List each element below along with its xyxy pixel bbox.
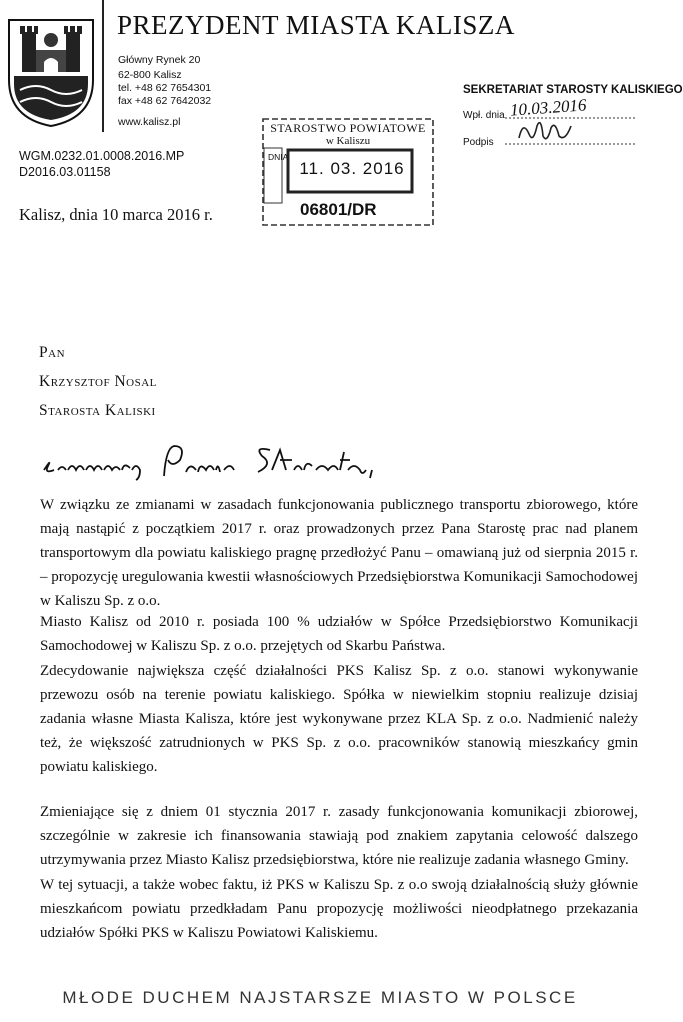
header-divider — [102, 0, 104, 132]
sender-postcode: 62-800 Kalisz — [118, 69, 182, 81]
body-paragraph-2: Miasto Kalisz od 2010 r. posiada 100 % udziałów w Spółce Przedsiębiorstwo Komunikacji Samochodowej w Kaliszu Sp. z o.o. przejętych od Skarbu Państwa. — [40, 614, 638, 654]
secretariat-received-date: 10.03.2016 — [509, 95, 588, 120]
sender-title: PREZYDENT MIASTA KALISZA — [117, 10, 515, 40]
stamp-registration-number: 06801/DR — [300, 200, 377, 219]
handwritten-greeting — [40, 440, 380, 480]
addressee-name: Krzysztof Nosal — [39, 373, 157, 390]
sender-phone: tel. +48 62 7654301 — [118, 82, 212, 94]
document-reference: D2016.03.01158 — [19, 165, 111, 179]
handwritten-initials-signature — [515, 114, 575, 148]
addressee-salutation: Pan — [39, 344, 66, 361]
stamp-date: 11. 03. 2016 — [299, 159, 405, 178]
stamp-office-city: w Kaliszu — [325, 135, 371, 147]
sender-street: Główny Rynek 20 — [118, 54, 201, 66]
addressee-title: Starosta Kaliski — [39, 402, 156, 419]
case-reference: WGM.0232.01.0008.2016.MP — [19, 149, 185, 163]
stamp-day-label: DNIA — [268, 152, 289, 162]
secretariat-signature-label: Podpis — [463, 137, 494, 148]
body-paragraph-3: Zdecydowanie największa część działalności PKS Kalisz Sp. z o.o. stanowi wykonywanie przewozu osób na terenie powiatu kaliskiego. Spółka w niewielkim stopniu realizuje dzisiaj zadania własne Miasta Kalisza, które jest wykonywane przez KLA Sp. z o.o. Nadmienić należy też, że większość zatrudnionych w PKS Sp. z o.o. pracowników stanowią mieszkańcy gmin powiatu kaliskiego. — [40, 663, 638, 775]
city-coat-of-arms-logo — [6, 10, 96, 128]
city-motto-footer: MŁODE DUCHEM NAJSTARSZE MIASTO W POLSCE — [62, 988, 578, 1007]
stamp-office-name: STAROSTWO POWIATOWE — [270, 121, 426, 135]
secretariat-received-label: Wpł. dnia — [463, 110, 505, 121]
sender-fax: fax +48 62 7642032 — [118, 95, 212, 107]
letter-date: Kalisz, dnia 10 marca 2016 r. — [19, 205, 213, 224]
body-paragraph-1: W związku ze zmianami w zasadach funkcjonowania publicznego transportu zbiorowego, które mają nastąpić z początkiem 2017 r. oraz prowadzonych przez Pana Starostę prac nad planem transportowym dla powiatu kaliskiego pragnę przedłożyć Panu – omawianą już od sierpnia 2015 r. – propozycję uregulowania kwestii własnościowych Przedsiębiorstwa Komunikacji Samochodowej w Kaliszu Sp. z o.o. — [40, 497, 638, 609]
body-paragraph-4: Zmieniające się z dniem 01 stycznia 2017 r. zasady funkcjonowania komunikacji zbiorowej, szczególnie w zakresie ich finansowania stawiają pod znakiem zapytania celowość dalszego utrzymywania przez Miasto Kalisz przedsiębiorstwa, które nie realizuje zadania własnego Gminy. — [40, 804, 638, 868]
secretariat-stamp-title: SEKRETARIAT STAROSTY KALISKIEGO — [463, 84, 683, 96]
sender-website: www.kalisz.pl — [118, 116, 181, 128]
body-paragraph-5: W tej sytuacji, a także wobec faktu, iż PKS w Kaliszu Sp. z o.o swoją działalnością służy głównie mieszkańcom powiatu przedkładam Panu propozycję możliwości nieodpłatnego przekazania udziałów Spółki PKS w Kaliszu Powiatowi Kaliskiemu. — [40, 877, 638, 941]
